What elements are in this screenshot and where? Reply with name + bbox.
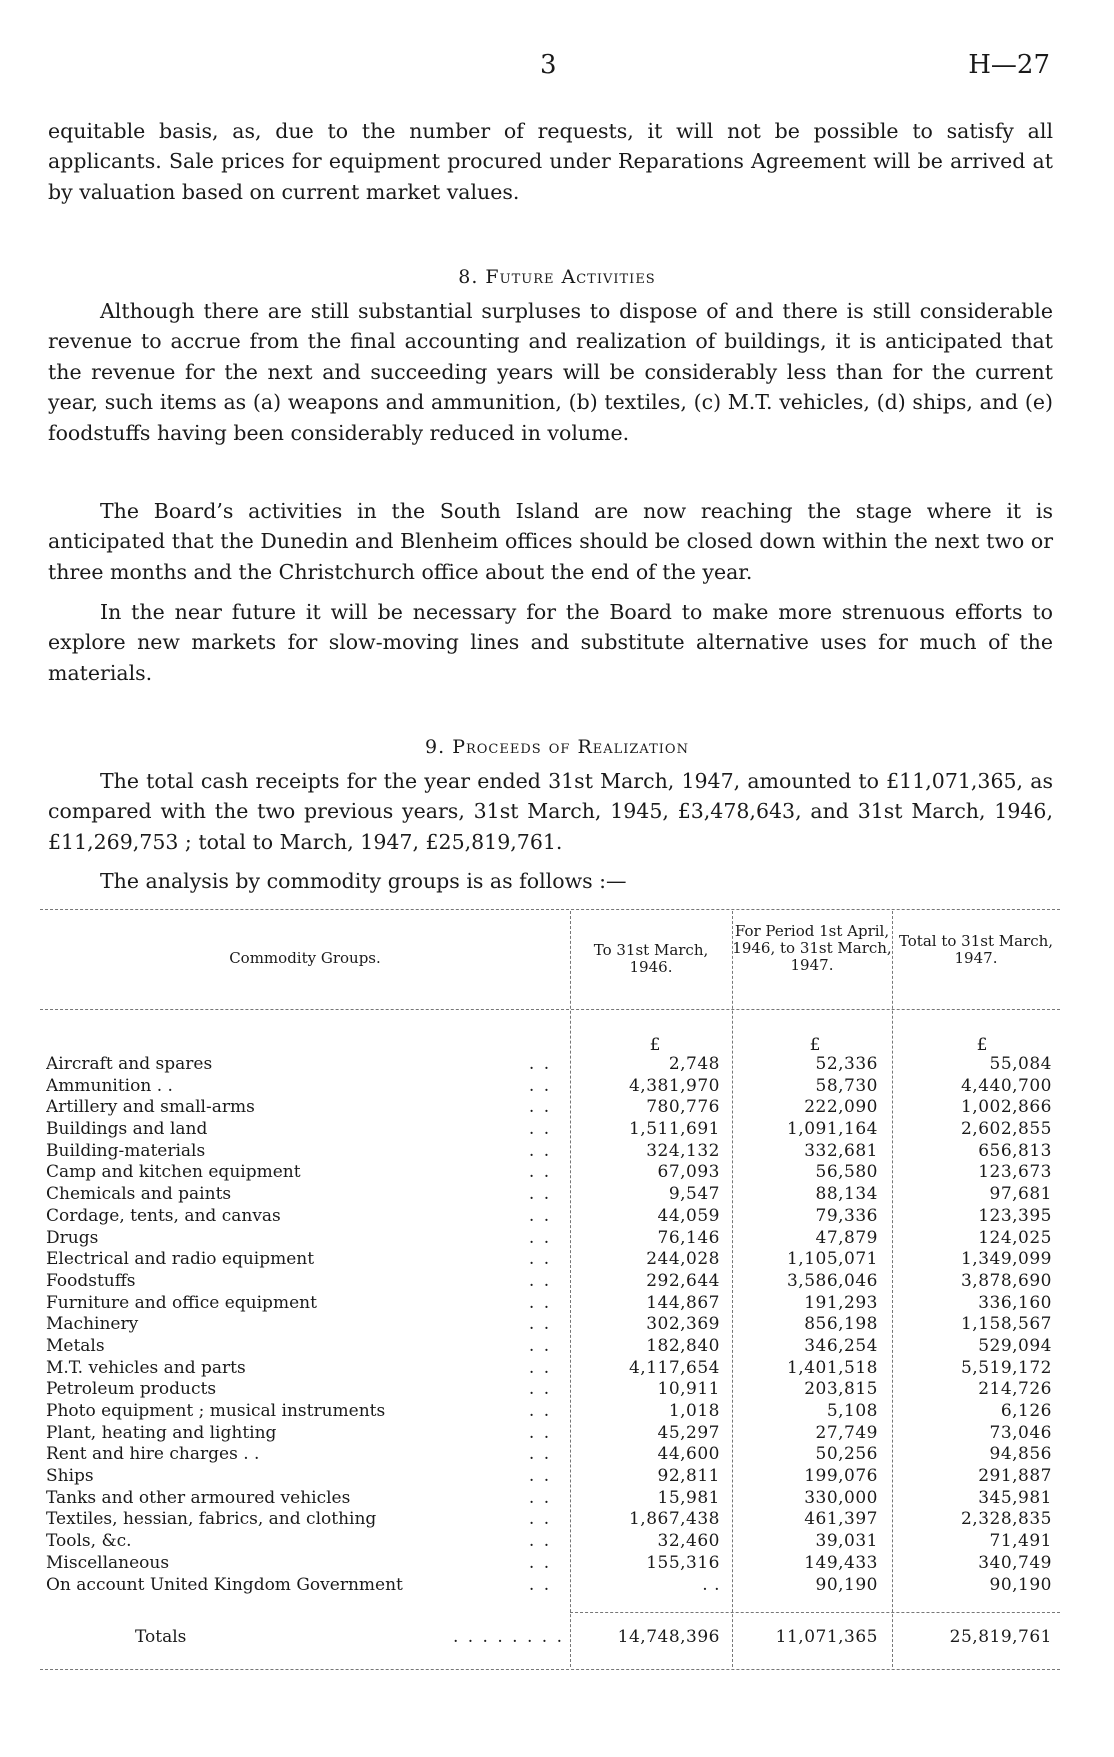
commodity-label: Buildings and land [46, 1119, 208, 1140]
table-row [40, 1358, 1060, 1380]
currency-symbol: £ [649, 1035, 661, 1055]
value-total-1947: 94,856 [989, 1444, 1052, 1465]
page-number: 3 [540, 50, 557, 80]
dot-leader: . . [528, 1531, 552, 1552]
value-to-1946: 1,867,438 [628, 1509, 720, 1530]
commodity-label: Furniture and office equipment [46, 1292, 317, 1313]
value-period-1947: 52,336 [815, 1054, 878, 1074]
table-row [40, 1314, 1060, 1336]
table-row [40, 1228, 1060, 1250]
commodity-label: Tools, &c. [46, 1531, 132, 1552]
value-period-1947: 79,336 [815, 1205, 878, 1226]
table-row [40, 1466, 1060, 1488]
value-total-1947: 97,681 [989, 1184, 1052, 1205]
table-row [40, 1336, 1060, 1358]
table-row [40, 1488, 1060, 1510]
value-period-1947: 3,586,046 [786, 1270, 878, 1291]
commodity-label: Electrical and radio equipment [46, 1249, 315, 1270]
value-total-1947: 291,887 [978, 1466, 1052, 1487]
value-total-1947: 5,519,172 [960, 1357, 1052, 1378]
value-period-1947: 88,134 [815, 1184, 878, 1205]
dot-leader: . . [528, 1119, 552, 1140]
table-row [40, 1575, 1060, 1597]
table-row [40, 1054, 1060, 1076]
paragraph-cash-receipts: The total cash receipts for the year ended 31st March, 1947, amounted to £11,071,365, as compared with the two previous years, 31st March, 1945, £3,478,643, and 31st March, 1946, £11,269,753 ; total to March, 1947, £25,819,761. [48, 769, 1053, 854]
totals-to-1946: 14,748,396 [617, 1627, 720, 1647]
commodity-label: Metals [46, 1335, 105, 1356]
value-period-1947: 47,879 [815, 1227, 878, 1248]
table-row [40, 1553, 1060, 1575]
value-total-1947: 123,673 [978, 1162, 1052, 1183]
table-row [40, 1097, 1060, 1119]
dot-leader: . . [528, 1509, 552, 1530]
value-period-1947: 56,580 [815, 1162, 878, 1183]
commodity-label: On account United Kingdom Government [46, 1574, 403, 1595]
value-to-1946: 67,093 [657, 1162, 720, 1183]
commodity-label: Textiles, hessian, fabrics, and clothing [46, 1509, 377, 1530]
dot-leader: . . [528, 1097, 552, 1118]
paragraph-future-activities: Although there are still substantial surpluses to dispose of and there is still considerable revenue to accrue from the final accounting and realization of buildings, it is anticipated that the revenue for the next and succeeding years will be considerably less than for the current year, such items as (a) weapons and ammunition, (b) textiles, (c) M.T. vehicles, (d) ships, and (e) foodstuffs having been considerably reduced in volume. [48, 299, 1053, 445]
value-total-1947: 2,602,855 [960, 1119, 1052, 1140]
value-period-1947: 332,681 [804, 1140, 878, 1161]
value-to-1946: 32,460 [657, 1531, 720, 1552]
value-total-1947: 656,813 [978, 1140, 1052, 1161]
value-to-1946: 292,644 [646, 1270, 720, 1291]
header-to-1946: To 31st March, 1946. [593, 941, 709, 976]
totals-period-1947: 11,071,365 [775, 1627, 878, 1647]
value-to-1946: 92,811 [657, 1466, 720, 1487]
value-total-1947: 3,878,690 [960, 1270, 1052, 1291]
commodity-label: Ships [46, 1466, 94, 1487]
value-to-1946: 2,748 [668, 1054, 720, 1074]
value-to-1946: 44,600 [657, 1444, 720, 1465]
value-period-1947: 58,730 [815, 1075, 878, 1096]
currency-symbol: £ [809, 1035, 821, 1055]
header-total-1947: Total to 31st March, 1947. [898, 932, 1054, 967]
totals-label: Totals [135, 1627, 187, 1647]
value-to-1946: 324,132 [646, 1140, 720, 1161]
value-to-1946: 76,146 [657, 1227, 720, 1248]
dot-leader: . . [528, 1075, 552, 1096]
dot-leader: . . [528, 1292, 552, 1313]
value-total-1947: 1,158,567 [960, 1314, 1052, 1335]
value-total-1947: 123,395 [978, 1205, 1052, 1226]
dot-leader: . . [528, 1466, 552, 1487]
currency-symbol: £ [976, 1035, 988, 1055]
commodity-label: Ammunition . . [46, 1075, 173, 1096]
value-total-1947: 90,190 [989, 1574, 1052, 1595]
commodity-label: Artillery and small-arms [46, 1097, 255, 1118]
commodity-label: Building-materials [46, 1140, 206, 1161]
value-to-1946: 45,297 [657, 1422, 720, 1443]
value-period-1947: 39,031 [815, 1531, 878, 1552]
commodity-label: Machinery [46, 1314, 139, 1335]
value-total-1947: 1,349,099 [960, 1249, 1052, 1270]
table-bottom-rule [40, 1669, 1060, 1670]
value-period-1947: 856,198 [804, 1314, 878, 1335]
value-period-1947: 199,076 [804, 1466, 878, 1487]
value-total-1947: 73,046 [989, 1422, 1052, 1443]
header-commodity-groups: Commodity Groups. [229, 949, 381, 967]
commodity-label: Miscellaneous [46, 1552, 170, 1573]
document-reference: H—27 [968, 50, 1050, 80]
value-to-1946: 182,840 [646, 1335, 720, 1356]
dot-leader: . . [528, 1357, 552, 1378]
value-to-1946: 10,911 [657, 1379, 720, 1400]
paragraph-analysis-intro: The analysis by commodity groups is as follows :— [100, 869, 627, 893]
dot-leader: . . [528, 1227, 552, 1248]
value-to-1946: 244,028 [646, 1249, 720, 1270]
value-total-1947: 1,002,866 [960, 1097, 1052, 1118]
value-period-1947: 1,401,518 [786, 1357, 878, 1378]
dot-leader: . . [528, 1444, 552, 1465]
value-to-1946: 302,369 [646, 1314, 720, 1335]
value-to-1946: 144,867 [646, 1292, 720, 1313]
table-row [40, 1271, 1060, 1293]
table-row [40, 1531, 1060, 1553]
value-total-1947: 345,981 [978, 1487, 1052, 1508]
value-period-1947: 5,108 [826, 1401, 878, 1421]
dot-leader: . . [528, 1335, 552, 1356]
value-total-1947: 6,126 [1000, 1401, 1052, 1421]
paragraph-new-markets: In the near future it will be necessary for the Board to make more strenuous efforts to explore new markets for slow-moving lines and substitute alternative uses for much of the materials. [48, 600, 1053, 685]
commodity-label: Drugs [46, 1227, 99, 1248]
value-to-1946: 780,776 [646, 1097, 720, 1118]
value-to-1946: . . [702, 1574, 720, 1595]
commodity-label: Chemicals and paints [46, 1184, 232, 1205]
table-row [40, 1249, 1060, 1271]
value-total-1947: 214,726 [978, 1379, 1052, 1400]
table-row [40, 1184, 1060, 1206]
dot-leader: . . [528, 1379, 552, 1400]
paragraph-continuation: equitable basis, as, due to the number of requests, it will not be possible to satisfy all applicants. Sale prices for equipment procured under Reparations Agreement will be arrived at by valuation based on current market values. [48, 119, 1053, 204]
commodity-label: Rent and hire charges . . [46, 1444, 260, 1465]
commodity-label: Tanks and other armoured vehicles [46, 1487, 351, 1508]
value-period-1947: 50,256 [815, 1444, 878, 1465]
value-total-1947: 2,328,835 [960, 1509, 1052, 1530]
value-period-1947: 27,749 [815, 1422, 878, 1443]
dot-leader: . . [528, 1054, 552, 1074]
value-to-1946: 4,117,654 [628, 1357, 720, 1378]
table-row [40, 1293, 1060, 1315]
value-period-1947: 1,105,071 [786, 1249, 878, 1270]
commodity-label: M.T. vehicles and parts [46, 1357, 246, 1378]
dot-leader: . . [528, 1422, 552, 1443]
value-to-1946: 15,981 [657, 1487, 720, 1508]
paragraph-south-island: The Board’s activities in the South Island are now reaching the stage where it is anticipated that the Dunedin and Blenheim offices should be closed down within the next two or three months and the Christchurch office about the end of the year. [48, 499, 1053, 584]
table-header-rule [40, 1009, 1060, 1010]
value-period-1947: 149,433 [804, 1552, 878, 1573]
commodity-label: Aircraft and spares [46, 1054, 213, 1074]
value-to-1946: 44,059 [657, 1205, 720, 1226]
section-heading-proceeds: 9. Proceeds of Realization [425, 736, 689, 758]
table-row [40, 1162, 1060, 1184]
commodity-label: Plant, heating and lighting [46, 1422, 277, 1443]
table-row [40, 1379, 1060, 1401]
commodity-label: Foodstuffs [46, 1270, 136, 1291]
value-period-1947: 330,000 [804, 1487, 878, 1508]
value-period-1947: 90,190 [815, 1574, 878, 1595]
value-period-1947: 1,091,164 [786, 1119, 878, 1140]
value-to-1946: 1,511,691 [628, 1119, 720, 1140]
value-period-1947: 461,397 [804, 1509, 878, 1530]
table-row [40, 1076, 1060, 1098]
dot-leader: . . [528, 1552, 552, 1573]
dot-leader: . . [528, 1401, 552, 1421]
dot-leader: . . [528, 1574, 552, 1595]
dot-leader: . . [528, 1184, 552, 1205]
value-period-1947: 222,090 [804, 1097, 878, 1118]
value-to-1946: 1,018 [668, 1401, 720, 1421]
table-row [40, 1141, 1060, 1163]
commodity-label: Cordage, tents, and canvas [46, 1205, 281, 1226]
totals-row [40, 1625, 1060, 1649]
table-body [40, 1054, 1060, 1596]
commodity-label: Camp and kitchen equipment [46, 1162, 301, 1183]
value-to-1946: 9,547 [668, 1184, 720, 1205]
table-row [40, 1119, 1060, 1141]
value-period-1947: 191,293 [804, 1292, 878, 1313]
value-total-1947: 529,094 [978, 1335, 1052, 1356]
value-total-1947: 124,025 [978, 1227, 1052, 1248]
dot-leader: . . [528, 1270, 552, 1291]
table-row [40, 1444, 1060, 1466]
totals-total-1947: 25,819,761 [949, 1627, 1052, 1647]
table-row [40, 1509, 1060, 1531]
dot-leader: . . [528, 1314, 552, 1335]
value-period-1947: 203,815 [804, 1379, 878, 1400]
value-total-1947: 340,749 [978, 1552, 1052, 1573]
dot-leader: . . [528, 1162, 552, 1183]
value-total-1947: 71,491 [989, 1531, 1052, 1552]
value-total-1947: 4,440,700 [960, 1075, 1052, 1096]
running-header [0, 50, 1114, 90]
dot-leader: . . [528, 1205, 552, 1226]
value-total-1947: 55,084 [989, 1054, 1052, 1074]
dot-leader: . . [528, 1249, 552, 1270]
commodity-label: Petroleum products [46, 1379, 217, 1400]
value-to-1946: 4,381,970 [628, 1075, 720, 1096]
table-row [40, 1423, 1060, 1445]
dot-leader: . . [528, 1140, 552, 1161]
section-heading-future-activities: 8. Future Activities [458, 266, 656, 288]
dot-leader: . . . . . . . . [452, 1627, 564, 1647]
value-period-1947: 346,254 [804, 1335, 878, 1356]
table-row [40, 1206, 1060, 1228]
table-row [40, 1401, 1060, 1423]
value-to-1946: 155,316 [646, 1552, 720, 1573]
dot-leader: . . [528, 1487, 552, 1508]
totals-rule [570, 1612, 1060, 1613]
commodity-label: Photo equipment ; musical instruments [46, 1401, 386, 1421]
value-total-1947: 336,160 [978, 1292, 1052, 1313]
header-period-1947: For Period 1st April, 1946, to 31st March, 1947. [732, 922, 892, 974]
table-top-rule [40, 909, 1060, 910]
